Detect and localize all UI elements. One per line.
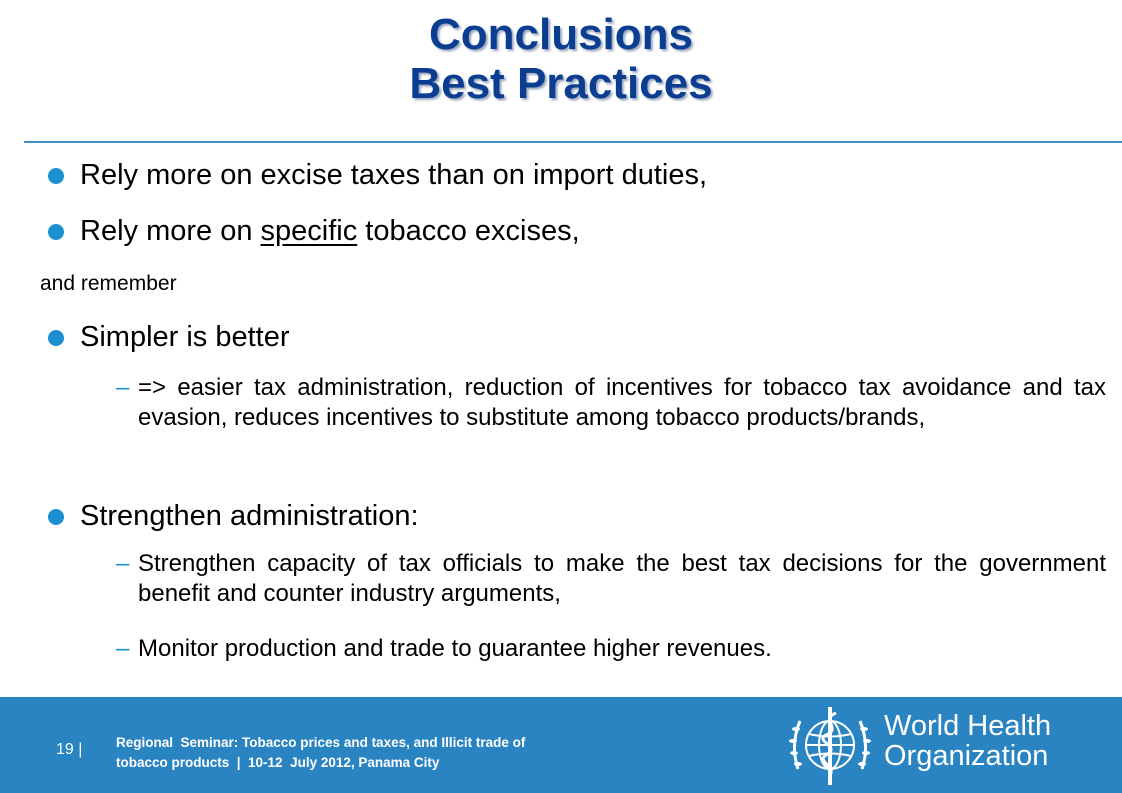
seminar-caption: [116, 733, 525, 773]
bullet-item-excise: [48, 158, 707, 192]
bullet-text: [80, 214, 580, 248]
sub-item-monitor: [116, 634, 1106, 664]
seminar-line-1: Regional Seminar: Tobacco prices and taxes, and Illicit trade of: [116, 735, 526, 750]
title-line-2: Best Practices: [409, 59, 713, 108]
sub-item-simpler: [116, 373, 1106, 433]
bullet-text: Rely more on excise taxes than on import duties,: [80, 159, 708, 191]
bullet-icon: [48, 330, 64, 346]
sub-item-text: Strengthen capacity of tax officials to make the best tax decisions for the government benefit and counter industry arguments,: [138, 550, 1106, 607]
bullet-text-post: tobacco excises,: [357, 215, 580, 247]
slide-title: [0, 10, 1122, 108]
who-emblem-icon: [784, 699, 876, 791]
title-divider: [24, 141, 1122, 143]
org-line-1: World Health: [884, 710, 1052, 742]
bullet-text: Strengthen administration:: [80, 500, 419, 532]
dash-marker: –: [116, 550, 130, 577]
bullet-item-simpler: [48, 320, 290, 354]
title-line-1: Conclusions: [428, 10, 694, 59]
bullet-icon: [48, 168, 64, 184]
sub-item-text: Monitor production and trade to guarantee higher revenues.: [138, 635, 772, 662]
page-number: 19 |: [56, 741, 83, 758]
org-line-2: Organization: [884, 740, 1049, 772]
bullet-text: Simpler is better: [80, 321, 290, 353]
bullet-icon: [48, 509, 64, 525]
dash-marker: –: [116, 374, 130, 401]
bullet-text-pre: Rely more on: [80, 215, 261, 247]
slide-footer: [0, 697, 1122, 793]
plain-note: and remember: [40, 272, 177, 295]
sub-item-text: => easier tax administration, reduction of incentives for tobacco tax avoidance and tax evasion, reduces incentives to substitute among tobacco products/brands,: [138, 374, 1106, 431]
bullet-item-specific: [48, 214, 580, 248]
seminar-line-2: tobacco products | 10-12 July 2012, Panama City: [116, 755, 440, 770]
bullet-text-underlined: specific: [260, 215, 358, 247]
bullet-item-strengthen: [48, 499, 419, 533]
sub-item-capacity: [116, 549, 1106, 609]
dash-marker: –: [116, 635, 130, 662]
organization-name: [884, 711, 1051, 771]
bullet-icon: [48, 224, 64, 240]
